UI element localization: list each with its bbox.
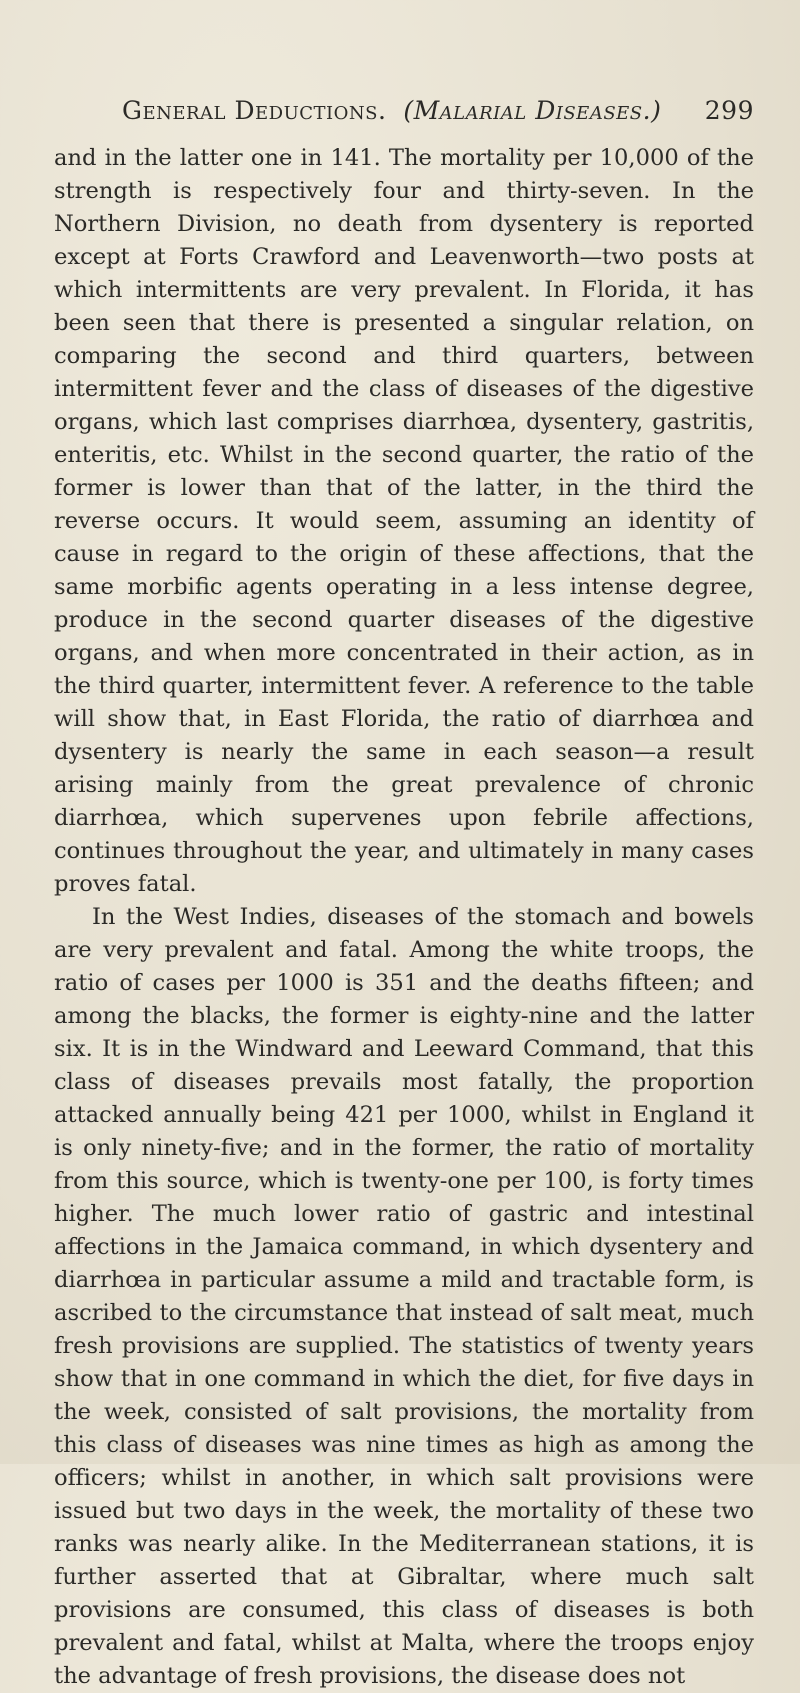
running-head-subtitle: (Malarial Diseases.) bbox=[403, 96, 662, 125]
running-head-title bbox=[122, 96, 661, 125]
page-number: 299 bbox=[704, 96, 754, 125]
paragraph-2: In the West Indies, diseases of the stomach and bowels are very prevalent and fatal. Among the white troops, the ratio of cases per 1000 is 351 and the deaths fifteen; and among the blacks, the former is eighty-nine and the latter six. It is in the Windward and Leeward Command, that this class of diseases prevails most fatally, the proportion attacked annually being 421 per 1000, whilst in England it is only ninety-five; and in the former, the ratio of mortality from this source, which is twenty-one per 100, is forty times higher. The much lower ratio of gastric and intestinal affections in the Jamaica command, in which dysentery and diarrhœa in particular assume a mild and tractable form, is ascribed to the circumstance that instead of salt meat, much fresh provisions are supplied. The statistics of twenty years show that in one command in which the diet, for five days in the week, consisted of salt provisions, the mortality from this class of diseases was nine times as high as among the officers; whilst in another, in which salt provisions were issued but two days in the week, the mortality of these two ranks was nearly alike. In the Mediterranean stations, it is further asserted that at Gibraltar, where much salt provisions are consumed, this class of diseases is both prevalent and fatal, whilst at Malta, where the troops enjoy the advantage of fresh provisions, the disease does not bbox=[54, 904, 754, 1689]
running-head-main: General Deductions. bbox=[122, 96, 387, 125]
body-text bbox=[54, 142, 754, 1693]
book-page bbox=[54, 96, 754, 1693]
paragraph-1: and in the latter one in 141. The mortality per 10,000 of the strength is respectively four and thirty-seven. In the Northern Division, no death from dysentery is reported except at Forts Crawford and Leavenworth—two posts at which intermittents are very prevalent. In Florida, it has been seen that there is presented a singular relation, on comparing the second and third quarters, between intermittent fever and the class of diseases of the digestive organs, which last comprises diarrhœa, dysentery, gastritis, enteritis, etc. Whilst in the second quarter, the ratio of the former is lower than that of the latter, in the third the reverse occurs. It would seem, assuming an identity of cause in regard to the origin of these affections, that the same morbific agents operating in a less intense degree, produce in the second quarter diseases of the digestive organs, and when more concentrated in their action, as in the third quarter, intermittent fever. A reference to the table will show that, in East Florida, the ratio of diarrhœa and dysentery is nearly the same in each season—a result arising mainly from the great prevalence of chronic diarrhœa, which supervenes upon febrile affections, continues throughout the year, and ultimately in many cases proves fatal. bbox=[54, 145, 754, 897]
running-head bbox=[54, 96, 754, 132]
